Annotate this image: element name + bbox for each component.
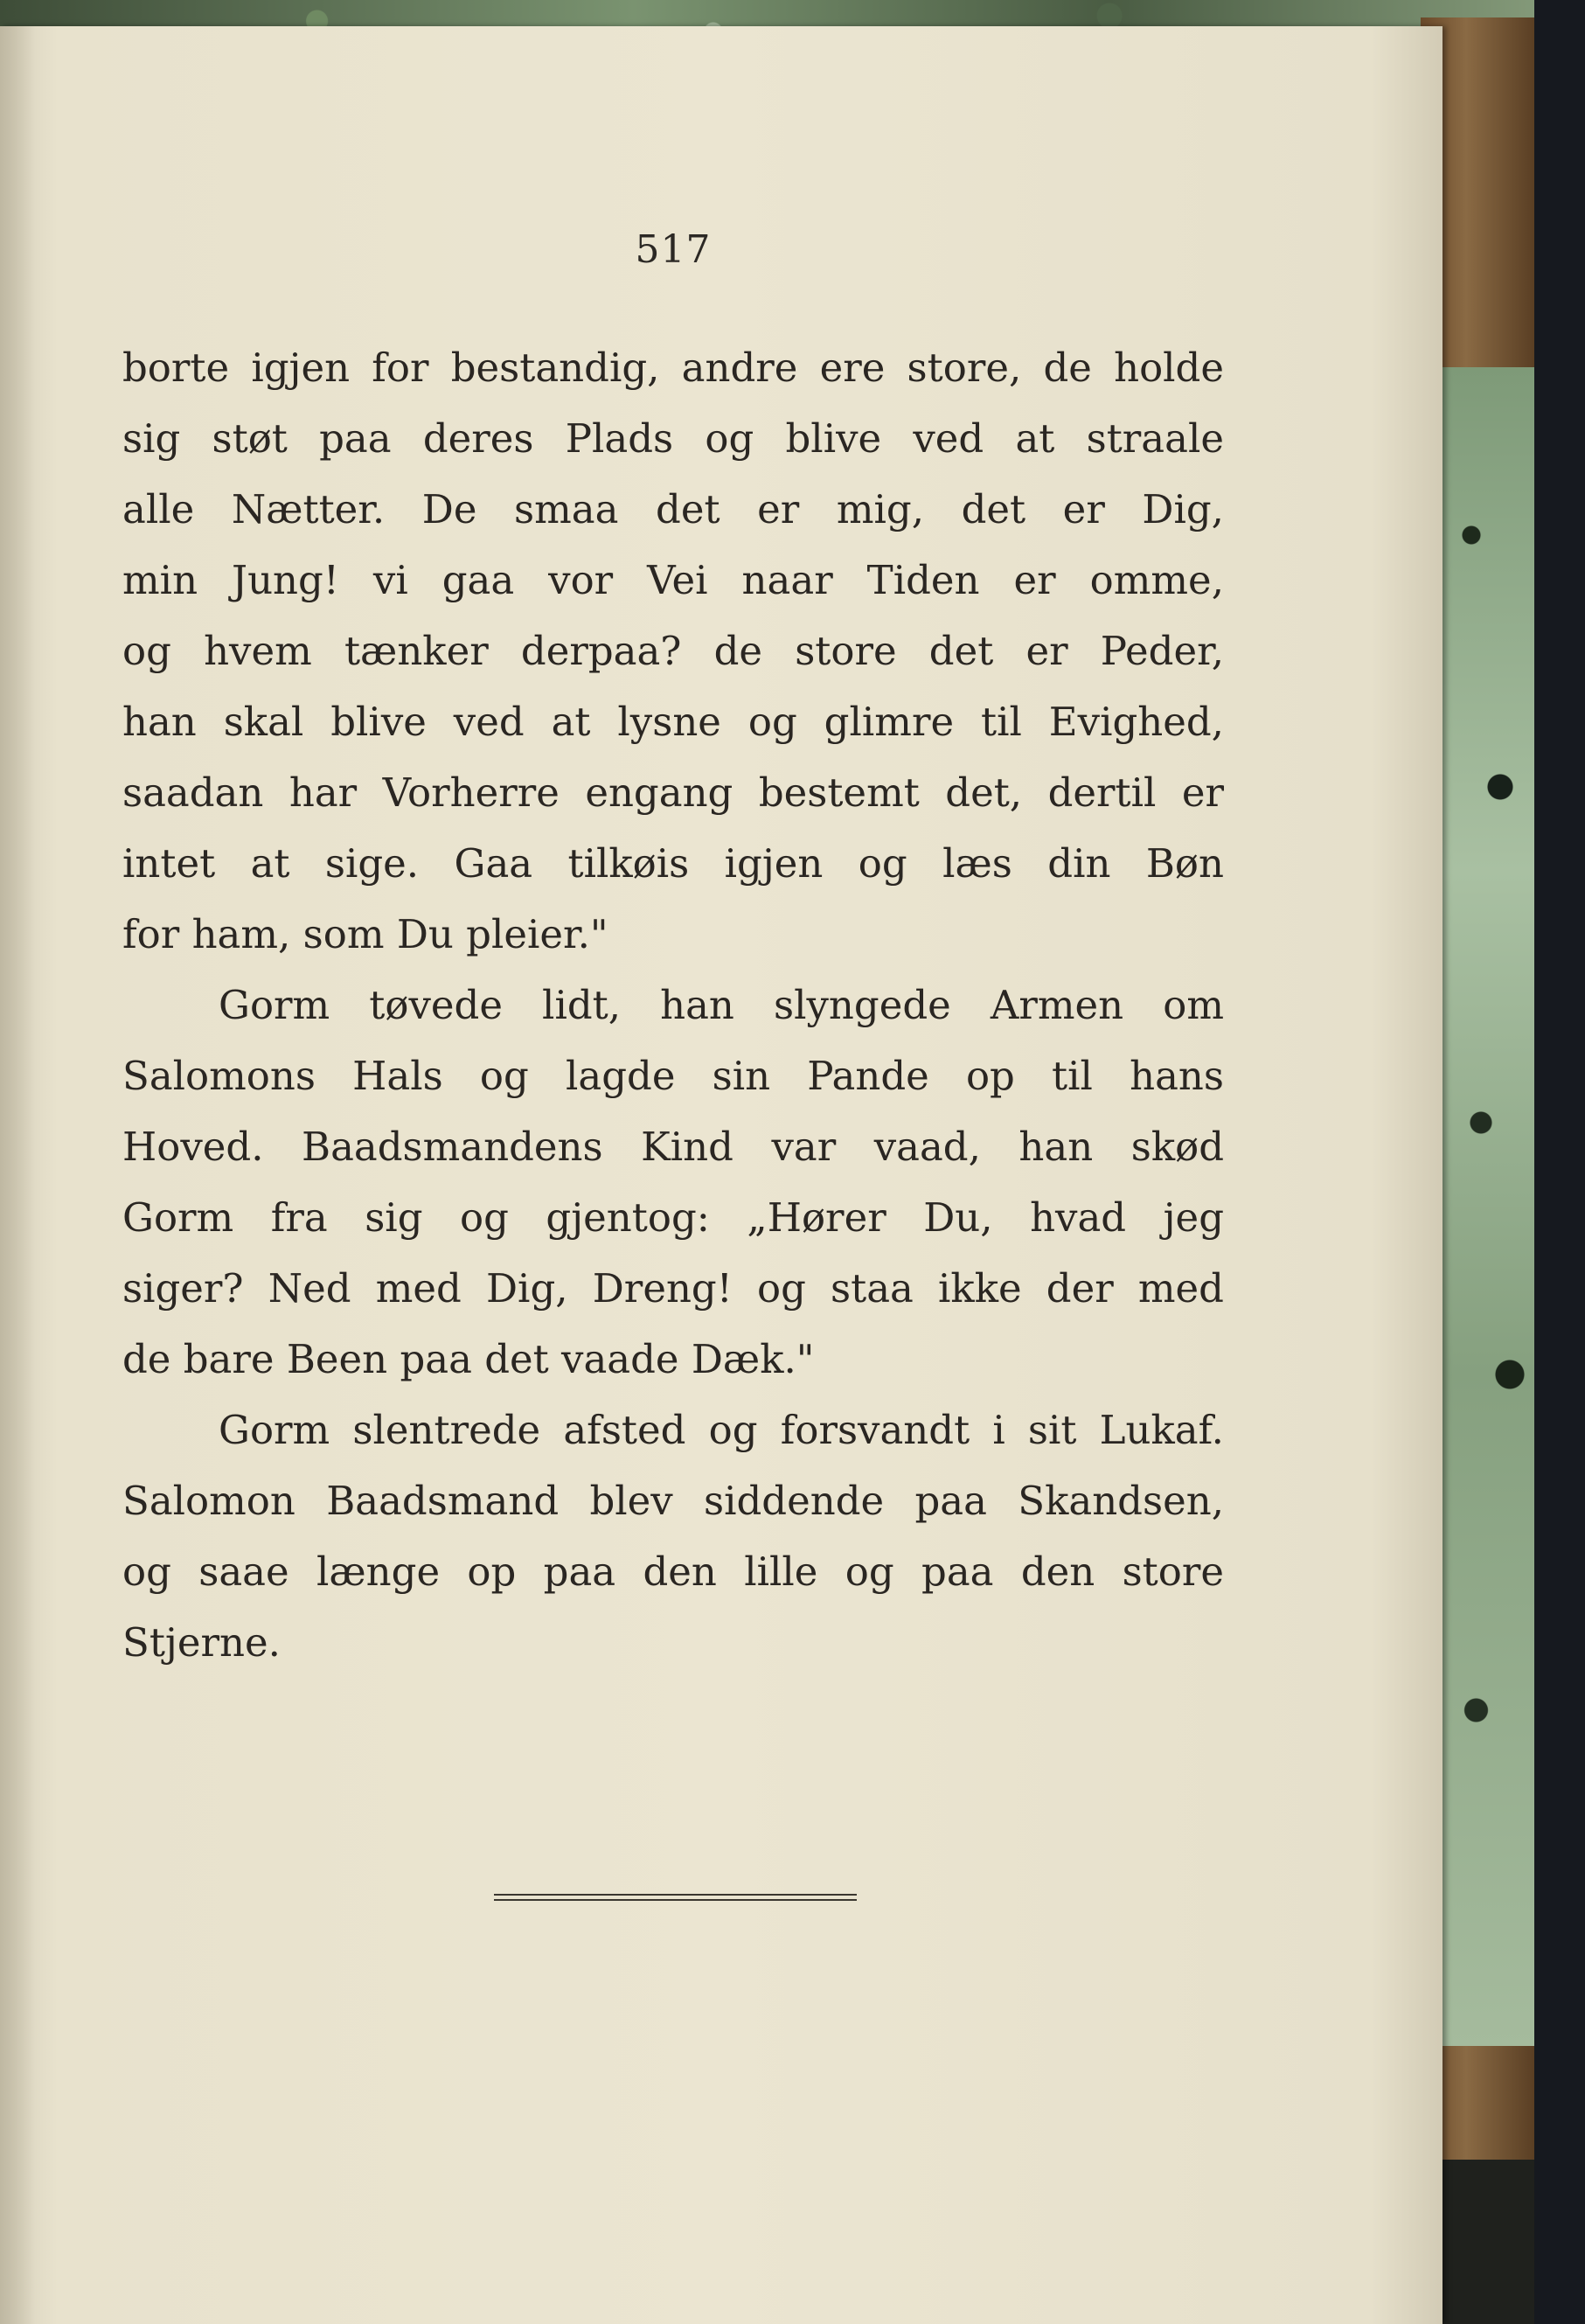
- text-line: Gorm slentrede afsted og forsvandt i sit Lukaf.: [219, 1407, 1224, 1453]
- text-line: borte igjen for bestandig, andre ere store, de holde: [122, 344, 1224, 391]
- text-line: min Jung! vi gaa vor Vei naar Tiden er omme,: [122, 557, 1224, 603]
- text-line: Stjerne.: [122, 1619, 281, 1666]
- page-text: [122, 332, 1224, 1678]
- text-line: de bare Been paa det vaade Dæk.": [122, 1336, 815, 1382]
- text-line: sig støt paa deres Plads og blive ved at straale: [122, 415, 1224, 462]
- end-rule-divider: [494, 1894, 857, 1903]
- text-line: Gorm tøvede lidt, han slyngede Armen om: [219, 982, 1224, 1028]
- text-line: saadan har Vorherre engang bestemt det, dertil er: [122, 769, 1224, 816]
- text-line: Hoved. Baadsmandens Kind var vaad, han skød: [122, 1124, 1224, 1170]
- text-line: intet at sige. Gaa tilkøis igjen og læs din Bøn: [122, 840, 1224, 887]
- text-line: for ham, som Du pleier.": [122, 911, 608, 957]
- text-line: Salomons Hals og lagde sin Pande op til hans: [122, 1053, 1224, 1099]
- rule-line: [494, 1894, 857, 1896]
- text-line: siger? Ned med Dig, Dreng! og staa ikke der med: [122, 1265, 1224, 1312]
- text-line: Salomon Baadsmand blev siddende paa Skandsen,: [122, 1478, 1224, 1524]
- rule-line: [494, 1899, 857, 1901]
- scan-dark-edge: [1534, 0, 1585, 2324]
- text-line: og saae længe op paa den lille og paa den store: [122, 1548, 1224, 1595]
- page-gutter-shadow: [0, 26, 35, 2324]
- marbled-cover-edge-right: [1442, 367, 1539, 2046]
- text-line: han skal blive ved at lysne og glimre til Evighed,: [122, 699, 1224, 745]
- text-line: Gorm fra sig og gjentog: „Hører Du, hvad jeg: [122, 1194, 1224, 1241]
- page-number: 517: [635, 227, 712, 272]
- text-line: alle Nætter. De smaa det er mig, det er Dig,: [122, 486, 1224, 532]
- text-line: og hvem tænker derpaa? de store det er Peder,: [122, 628, 1224, 674]
